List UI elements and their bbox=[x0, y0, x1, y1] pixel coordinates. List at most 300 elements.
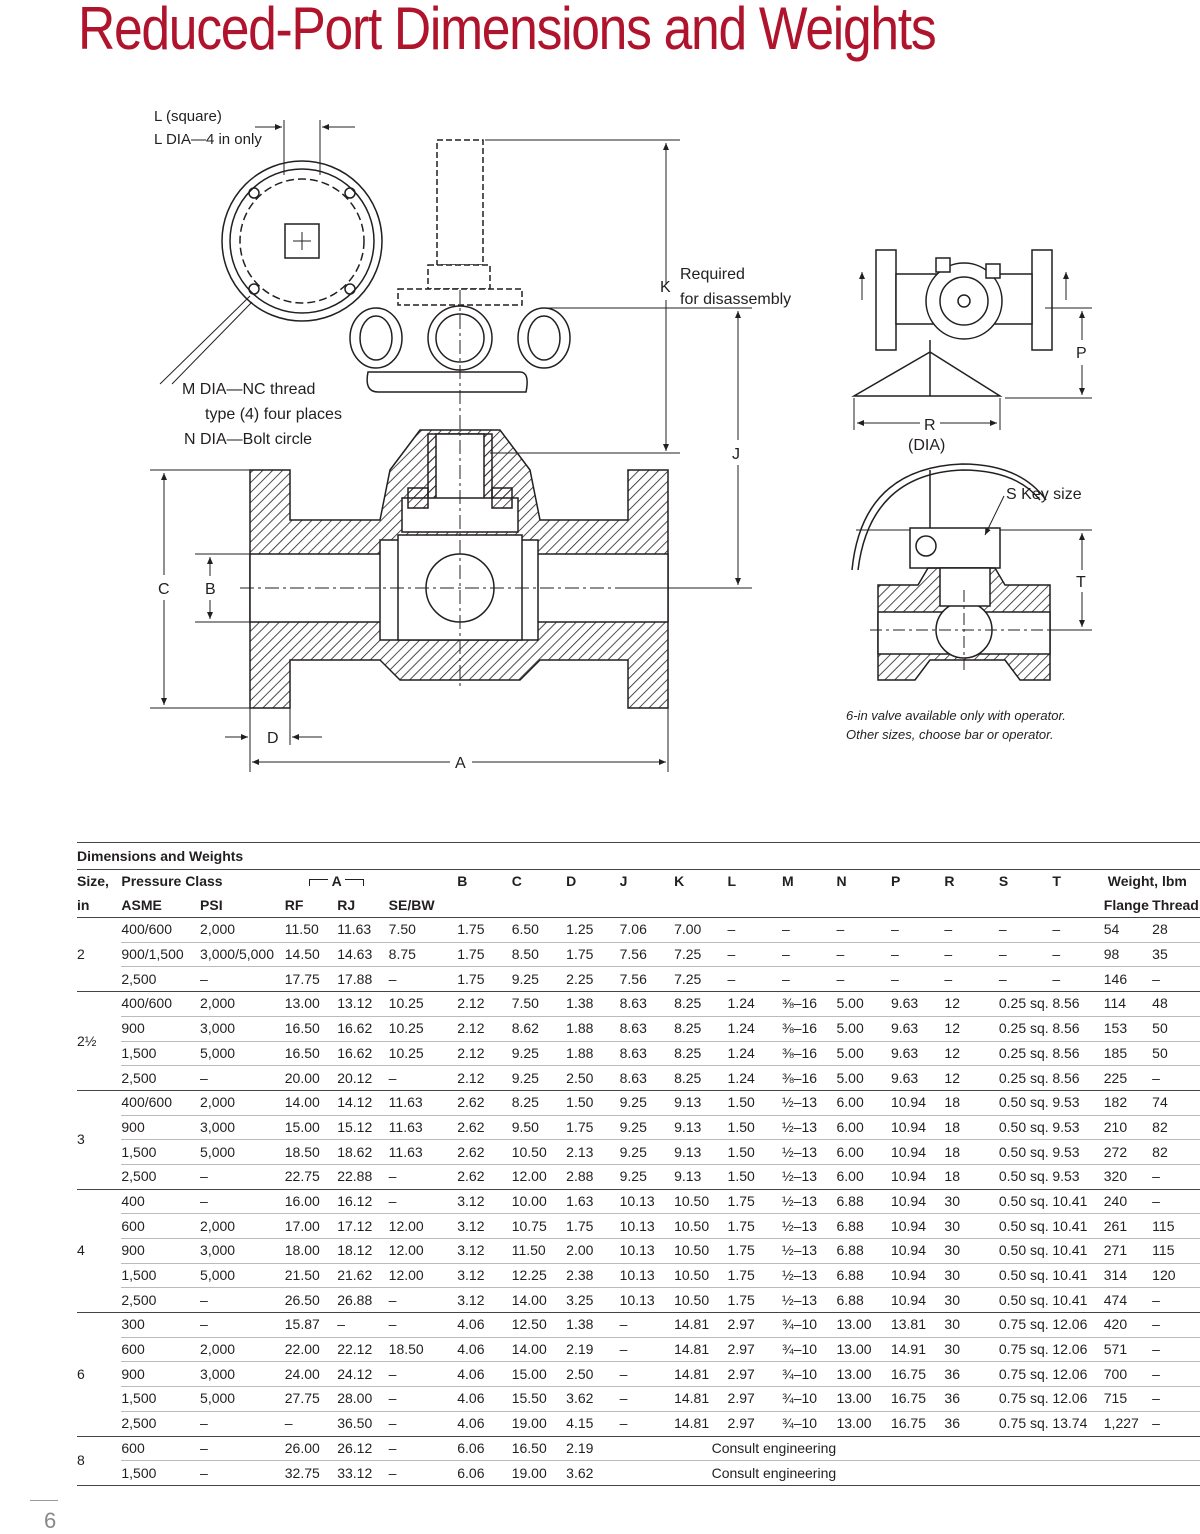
table-cell: 14.50 bbox=[285, 942, 337, 967]
table-cell: 14.00 bbox=[512, 1337, 566, 1362]
table-cell: 35 bbox=[1152, 942, 1200, 967]
table-cell: 8.63 bbox=[620, 1066, 674, 1091]
page-title: Reduced-Port Dimensions and Weights bbox=[78, 0, 936, 62]
table-cell: 13.00 bbox=[836, 1411, 890, 1436]
table-cell: 400 bbox=[121, 1189, 200, 1214]
table-cell: ½–13 bbox=[782, 1263, 836, 1288]
header-a: A bbox=[285, 869, 389, 893]
table-cell: 8.63 bbox=[620, 1016, 674, 1041]
table-cell: – bbox=[285, 1411, 337, 1436]
table-cell: 10.94 bbox=[891, 1214, 944, 1239]
label-t: T bbox=[1076, 574, 1086, 591]
table-cell: 13.74 bbox=[1052, 1411, 1103, 1436]
table-cell: 3,000/5,000 bbox=[200, 942, 285, 967]
table-cell: 3.12 bbox=[457, 1263, 511, 1288]
table-cell: 16.75 bbox=[891, 1387, 944, 1412]
table-cell: 1.38 bbox=[566, 1313, 619, 1338]
table-cell: 2.97 bbox=[728, 1387, 782, 1412]
table-cell: 1.75 bbox=[728, 1263, 782, 1288]
table-cell: 2.88 bbox=[566, 1164, 619, 1189]
table-cell: 10.13 bbox=[620, 1239, 674, 1264]
table-cell: 10.50 bbox=[674, 1263, 727, 1288]
table-cell: 17.75 bbox=[285, 967, 337, 992]
table-cell: 19.00 bbox=[512, 1461, 566, 1486]
table-caption: Dimensions and Weights bbox=[77, 843, 1200, 870]
table-cell: 1.75 bbox=[728, 1288, 782, 1313]
table-cell: 13.00 bbox=[836, 1362, 890, 1387]
table-row bbox=[77, 1115, 1200, 1140]
table-cell: 115 bbox=[1152, 1214, 1200, 1239]
table-cell: – bbox=[620, 1362, 674, 1387]
table-cell: 3.12 bbox=[457, 1288, 511, 1313]
size-cell: 2½ bbox=[77, 992, 121, 1091]
table-cell: 261 bbox=[1104, 1214, 1152, 1239]
header-s: S bbox=[998, 873, 1009, 890]
table-cell: 4.06 bbox=[457, 1387, 511, 1412]
table-cell: 11.63 bbox=[389, 1115, 458, 1140]
table-cell: 21.50 bbox=[285, 1263, 337, 1288]
table-cell: 10.50 bbox=[674, 1214, 727, 1239]
header-pressure-class: Pressure Class bbox=[121, 873, 223, 890]
table-cell: 2.62 bbox=[457, 1090, 511, 1115]
table-cell: 12.06 bbox=[1052, 1313, 1103, 1338]
table-cell: 1.75 bbox=[566, 1214, 619, 1239]
table-cell: 8.25 bbox=[674, 992, 727, 1017]
valve-section-view bbox=[250, 140, 668, 708]
table-cell: – bbox=[944, 967, 998, 992]
header-sebw: SE/BW bbox=[389, 893, 458, 917]
table-cell: 2,500 bbox=[121, 1164, 200, 1189]
header-l: L bbox=[727, 873, 737, 890]
table-cell: – bbox=[389, 1288, 458, 1313]
table-cell: 16.62 bbox=[337, 1016, 388, 1041]
table-cell: 10.50 bbox=[674, 1288, 727, 1313]
table-cell: 115 bbox=[1152, 1239, 1200, 1264]
table-row bbox=[77, 967, 1200, 992]
table-cell: 10.13 bbox=[620, 1288, 674, 1313]
table-cell: 13.00 bbox=[836, 1387, 890, 1412]
table-cell: 1.38 bbox=[566, 992, 619, 1017]
table-cell: 9.13 bbox=[674, 1115, 727, 1140]
table-cell: 14.81 bbox=[674, 1387, 727, 1412]
table-cell: 21.62 bbox=[337, 1263, 388, 1288]
table-cell: 900/1,500 bbox=[121, 942, 200, 967]
table-cell: 12.50 bbox=[512, 1313, 566, 1338]
table-cell: 14.63 bbox=[337, 942, 388, 967]
table-cell: 2,000 bbox=[200, 918, 285, 943]
table-cell: 2.97 bbox=[728, 1362, 782, 1387]
table-cell: 6.00 bbox=[836, 1140, 890, 1165]
table-cell: 1.50 bbox=[728, 1164, 782, 1189]
table-cell: 22.88 bbox=[337, 1164, 388, 1189]
table-cell: – bbox=[389, 1436, 458, 1461]
table-cell: 2.25 bbox=[566, 967, 619, 992]
table-cell: 5.00 bbox=[836, 992, 890, 1017]
table-cell: – bbox=[999, 942, 1052, 967]
table-cell: 13.00 bbox=[836, 1313, 890, 1338]
table-cell: 5,000 bbox=[200, 1263, 285, 1288]
table-cell: 11.63 bbox=[389, 1090, 458, 1115]
table-cell: 6.06 bbox=[457, 1461, 511, 1486]
table-cell: – bbox=[999, 967, 1052, 992]
table-cell: 28.00 bbox=[337, 1387, 388, 1412]
size-cell: 8 bbox=[77, 1436, 121, 1485]
table-cell: 10.94 bbox=[891, 1140, 944, 1165]
table-cell: 10.94 bbox=[891, 1288, 944, 1313]
table-cell: 5.00 bbox=[836, 1066, 890, 1091]
label-required: Required bbox=[680, 266, 745, 283]
label-s-key-size: S Key size bbox=[1006, 486, 1082, 503]
table-cell: 16.50 bbox=[285, 1041, 337, 1066]
table-cell: 12.00 bbox=[512, 1164, 566, 1189]
table-cell: 2.13 bbox=[566, 1140, 619, 1165]
table-cell: – bbox=[1152, 1313, 1200, 1338]
table-cell: 0.75 sq. bbox=[999, 1337, 1052, 1362]
table-cell: 2.12 bbox=[457, 1066, 511, 1091]
table-cell: 1.50 bbox=[728, 1140, 782, 1165]
table-cell: 6.50 bbox=[512, 918, 566, 943]
table-cell: 2,000 bbox=[200, 1214, 285, 1239]
table-cell: 32.75 bbox=[285, 1461, 337, 1486]
table-cell: 33.12 bbox=[337, 1461, 388, 1486]
table-cell: 210 bbox=[1104, 1115, 1152, 1140]
table-cell: – bbox=[200, 1288, 285, 1313]
table-cell: – bbox=[891, 942, 944, 967]
table-cell: 0.25 sq. bbox=[999, 1016, 1052, 1041]
header-n: N bbox=[836, 873, 847, 890]
table-cell: 320 bbox=[1104, 1164, 1152, 1189]
table-cell: – bbox=[836, 967, 890, 992]
table-cell: 3,000 bbox=[200, 1115, 285, 1140]
table-cell: 13.00 bbox=[836, 1337, 890, 1362]
table-cell: 300 bbox=[121, 1313, 200, 1338]
table-cell: 2.19 bbox=[566, 1337, 619, 1362]
table-cell: – bbox=[944, 918, 998, 943]
table-cell: 225 bbox=[1104, 1066, 1152, 1091]
table-cell: ¾–10 bbox=[782, 1387, 836, 1412]
table-cell: ½–13 bbox=[782, 1288, 836, 1313]
table-cell: 6.88 bbox=[836, 1214, 890, 1239]
table-cell: 1.75 bbox=[728, 1189, 782, 1214]
table-row bbox=[77, 1461, 1200, 1486]
size-cell: 6 bbox=[77, 1313, 121, 1436]
table-row bbox=[77, 1090, 1200, 1115]
table-row bbox=[77, 1016, 1200, 1041]
table-cell: 8.56 bbox=[1052, 1041, 1103, 1066]
table-cell: 7.50 bbox=[389, 918, 458, 943]
table-cell: 9.53 bbox=[1052, 1115, 1103, 1140]
table-cell: 400/600 bbox=[121, 992, 200, 1017]
table-cell: 10.00 bbox=[512, 1189, 566, 1214]
table-cell: – bbox=[389, 1411, 458, 1436]
label-l-dia: L DIA—4 in only bbox=[154, 131, 262, 148]
table-cell: 3.12 bbox=[457, 1239, 511, 1264]
table-cell: 9.53 bbox=[1052, 1164, 1103, 1189]
table-cell: 9.63 bbox=[891, 1066, 944, 1091]
table-cell: 9.13 bbox=[674, 1140, 727, 1165]
table-cell: 6.06 bbox=[457, 1436, 511, 1461]
table-cell: 18 bbox=[944, 1140, 998, 1165]
table-cell: 1.75 bbox=[728, 1214, 782, 1239]
table-cell: 6.88 bbox=[836, 1189, 890, 1214]
table-cell: 26.12 bbox=[337, 1436, 388, 1461]
table-cell: 600 bbox=[121, 1337, 200, 1362]
table-cell: 14.91 bbox=[891, 1337, 944, 1362]
header-b: B bbox=[457, 873, 468, 890]
table-cell: 10.41 bbox=[1052, 1288, 1103, 1313]
table-cell: – bbox=[200, 1436, 285, 1461]
table-cell: 10.94 bbox=[891, 1115, 944, 1140]
table-row bbox=[77, 1041, 1200, 1066]
table-cell: 20.12 bbox=[337, 1066, 388, 1091]
table-cell: – bbox=[728, 942, 782, 967]
table-cell: 24.00 bbox=[285, 1362, 337, 1387]
header-p: P bbox=[890, 873, 901, 890]
table-cell: 9.25 bbox=[620, 1140, 674, 1165]
table-cell: 2,500 bbox=[121, 1411, 200, 1436]
table-cell: 600 bbox=[121, 1436, 200, 1461]
table-cell: 18 bbox=[944, 1164, 998, 1189]
table-cell: 10.25 bbox=[389, 992, 458, 1017]
table-cell: – bbox=[836, 942, 890, 967]
table-cell: – bbox=[1052, 942, 1103, 967]
table-cell: 5,000 bbox=[200, 1140, 285, 1165]
table-cell: 10.94 bbox=[891, 1189, 944, 1214]
consult-engineering-cell: Consult engineering bbox=[620, 1461, 1200, 1486]
table-cell: – bbox=[1052, 918, 1103, 943]
table-cell: – bbox=[1152, 1288, 1200, 1313]
table-cell: – bbox=[200, 967, 285, 992]
table-cell: 3.25 bbox=[566, 1288, 619, 1313]
table-cell: 9.50 bbox=[512, 1115, 566, 1140]
table-cell: 2,500 bbox=[121, 1288, 200, 1313]
table-cell: 5.00 bbox=[836, 1016, 890, 1041]
table-cell: – bbox=[728, 967, 782, 992]
table-cell: – bbox=[891, 967, 944, 992]
table-cell: 2,000 bbox=[200, 992, 285, 1017]
table-cell: 2.97 bbox=[728, 1411, 782, 1436]
table-cell: 900 bbox=[121, 1115, 200, 1140]
table-cell: 1.50 bbox=[728, 1090, 782, 1115]
table-cell: – bbox=[728, 918, 782, 943]
table-cell: 12.00 bbox=[389, 1214, 458, 1239]
table-cell: – bbox=[200, 1189, 285, 1214]
table-cell: 2.38 bbox=[566, 1263, 619, 1288]
table-cell: – bbox=[389, 1189, 458, 1214]
table-cell: 10.94 bbox=[891, 1239, 944, 1264]
table-cell: 30 bbox=[944, 1239, 998, 1264]
header-rj: RJ bbox=[337, 893, 388, 917]
table-cell: 2.19 bbox=[566, 1436, 619, 1461]
table-cell: 4.06 bbox=[457, 1337, 511, 1362]
table-cell: 7.56 bbox=[620, 942, 674, 967]
table-cell: 0.50 sq. bbox=[999, 1263, 1052, 1288]
table-cell: 1.75 bbox=[566, 942, 619, 967]
table-cell: 9.63 bbox=[891, 1041, 944, 1066]
label-r-dia: (DIA) bbox=[908, 437, 946, 454]
table-cell: 16.75 bbox=[891, 1362, 944, 1387]
table-cell: 2.12 bbox=[457, 1041, 511, 1066]
table-cell: 11.50 bbox=[285, 918, 337, 943]
table-cell: 2.12 bbox=[457, 992, 511, 1017]
table-cell: 8.25 bbox=[512, 1090, 566, 1115]
page-number-rule bbox=[30, 1500, 58, 1501]
table-cell: 400/600 bbox=[121, 918, 200, 943]
table-cell: 571 bbox=[1104, 1337, 1152, 1362]
table-cell: 7.06 bbox=[620, 918, 674, 943]
table-cell: 6.00 bbox=[836, 1164, 890, 1189]
table-cell: 20.00 bbox=[285, 1066, 337, 1091]
table-cell: ½–13 bbox=[782, 1115, 836, 1140]
table-cell: – bbox=[782, 942, 836, 967]
table-cell: 1.75 bbox=[566, 1115, 619, 1140]
table-cell: 27.75 bbox=[285, 1387, 337, 1412]
table-cell: 153 bbox=[1104, 1016, 1152, 1041]
table-row bbox=[77, 992, 1200, 1017]
table-cell: 19.00 bbox=[512, 1411, 566, 1436]
table-cell: 11.50 bbox=[512, 1239, 566, 1264]
header-d: D bbox=[566, 873, 577, 890]
table-cell: 6.00 bbox=[836, 1115, 890, 1140]
label-d: D bbox=[267, 730, 279, 747]
table-cell: – bbox=[389, 1313, 458, 1338]
table-cell: 0.50 sq. bbox=[999, 1140, 1052, 1165]
table-cell: 9.25 bbox=[620, 1090, 674, 1115]
table-row bbox=[77, 1411, 1200, 1436]
valve-dimension-drawing bbox=[0, 80, 1200, 780]
label-b: B bbox=[205, 581, 216, 598]
table-cell: 2,500 bbox=[121, 1066, 200, 1091]
table-cell: 15.00 bbox=[512, 1362, 566, 1387]
table-cell: 16.50 bbox=[285, 1016, 337, 1041]
table-row bbox=[77, 1140, 1200, 1165]
table-cell: 30 bbox=[944, 1214, 998, 1239]
table-cell: 7.25 bbox=[674, 942, 727, 967]
table-cell: 15.87 bbox=[285, 1313, 337, 1338]
header-rf: RF bbox=[285, 893, 337, 917]
table-cell: 74 bbox=[1152, 1090, 1200, 1115]
table-cell: 900 bbox=[121, 1016, 200, 1041]
header-k: K bbox=[674, 873, 685, 890]
table-cell: – bbox=[389, 1461, 458, 1486]
table-cell: 10.94 bbox=[891, 1164, 944, 1189]
table-cell: 10.94 bbox=[891, 1090, 944, 1115]
table-cell: 1.75 bbox=[728, 1239, 782, 1264]
table-cell: 0.50 sq. bbox=[999, 1239, 1052, 1264]
table-cell: 2.62 bbox=[457, 1164, 511, 1189]
table-cell: 17.00 bbox=[285, 1214, 337, 1239]
table-row bbox=[77, 1387, 1200, 1412]
table-cell: 14.12 bbox=[337, 1090, 388, 1115]
table-cell: 14.81 bbox=[674, 1362, 727, 1387]
table-cell: 715 bbox=[1104, 1387, 1152, 1412]
table-cell: 8.75 bbox=[389, 942, 458, 967]
table-cell: 1.50 bbox=[728, 1115, 782, 1140]
table-cell: 14.00 bbox=[285, 1090, 337, 1115]
table-cell: 1,500 bbox=[121, 1140, 200, 1165]
table-cell: 9.13 bbox=[674, 1164, 727, 1189]
table-cell: 36 bbox=[944, 1362, 998, 1387]
table-cell: – bbox=[620, 1387, 674, 1412]
table-cell: 22.12 bbox=[337, 1337, 388, 1362]
table-cell: 26.00 bbox=[285, 1436, 337, 1461]
table-cell: – bbox=[620, 1313, 674, 1338]
header-m: M bbox=[782, 873, 794, 890]
table-cell: 2.62 bbox=[457, 1115, 511, 1140]
table-cell: 9.25 bbox=[512, 1066, 566, 1091]
table-cell: 0.75 sq. bbox=[999, 1411, 1052, 1436]
operator-note bbox=[846, 706, 1066, 744]
table-cell: 15.12 bbox=[337, 1115, 388, 1140]
table-cell: 18 bbox=[944, 1090, 998, 1115]
table-cell: 6.00 bbox=[836, 1090, 890, 1115]
table-cell: – bbox=[1152, 967, 1200, 992]
table-cell: 2.50 bbox=[566, 1066, 619, 1091]
table-cell: 8.63 bbox=[620, 1041, 674, 1066]
table-cell: – bbox=[389, 1387, 458, 1412]
table-cell: 10.41 bbox=[1052, 1189, 1103, 1214]
table-cell: 12 bbox=[944, 1066, 998, 1091]
table-cell: 2,000 bbox=[200, 1337, 285, 1362]
table-cell: 8.56 bbox=[1052, 992, 1103, 1017]
table-cell: 2.97 bbox=[728, 1313, 782, 1338]
label-n-dia: N DIA—Bolt circle bbox=[184, 431, 313, 448]
table-cell: 185 bbox=[1104, 1041, 1152, 1066]
table-cell: – bbox=[1152, 1387, 1200, 1412]
table-cell: 30 bbox=[944, 1288, 998, 1313]
table-cell: 10.75 bbox=[512, 1214, 566, 1239]
table-cell: 13.00 bbox=[285, 992, 337, 1017]
table-cell: 2,000 bbox=[200, 1090, 285, 1115]
table-cell: 14.81 bbox=[674, 1313, 727, 1338]
table-cell: – bbox=[389, 1362, 458, 1387]
table-cell: 4.06 bbox=[457, 1362, 511, 1387]
table-cell: 36 bbox=[944, 1387, 998, 1412]
table-cell: ⅜–16 bbox=[782, 1066, 836, 1091]
table-cell: 0.50 sq. bbox=[999, 1090, 1052, 1115]
table-row bbox=[77, 1436, 1200, 1461]
table-cell: 9.25 bbox=[512, 1041, 566, 1066]
top-view-flange bbox=[160, 161, 382, 384]
table-cell: 1.88 bbox=[566, 1041, 619, 1066]
table-body bbox=[77, 918, 1200, 1486]
table-cell: 1.24 bbox=[728, 1041, 782, 1066]
table-cell: 1,500 bbox=[121, 1461, 200, 1486]
table-cell: 9.25 bbox=[620, 1115, 674, 1140]
table-cell: 271 bbox=[1104, 1239, 1152, 1264]
table-cell: – bbox=[999, 918, 1052, 943]
table-cell: 30 bbox=[944, 1313, 998, 1338]
table-cell: 30 bbox=[944, 1337, 998, 1362]
table-cell: ½–13 bbox=[782, 1140, 836, 1165]
consult-engineering-cell: Consult engineering bbox=[620, 1436, 1200, 1461]
table-row bbox=[77, 918, 1200, 943]
table-cell: 4.15 bbox=[566, 1411, 619, 1436]
table-cell: ⅜–16 bbox=[782, 1016, 836, 1041]
table-cell: – bbox=[389, 967, 458, 992]
table-cell: 11.63 bbox=[337, 918, 388, 943]
header-thread: Thread bbox=[1152, 893, 1200, 917]
table-cell: 9.63 bbox=[891, 1016, 944, 1041]
table-cell: ½–13 bbox=[782, 1189, 836, 1214]
table-cell: 1,227 bbox=[1104, 1411, 1152, 1436]
table-row bbox=[77, 1263, 1200, 1288]
header-asme: ASME bbox=[121, 893, 200, 917]
table-cell: 2.62 bbox=[457, 1140, 511, 1165]
table-cell: 700 bbox=[1104, 1362, 1152, 1387]
table-cell: 900 bbox=[121, 1239, 200, 1264]
header-size: Size, bbox=[77, 873, 109, 890]
